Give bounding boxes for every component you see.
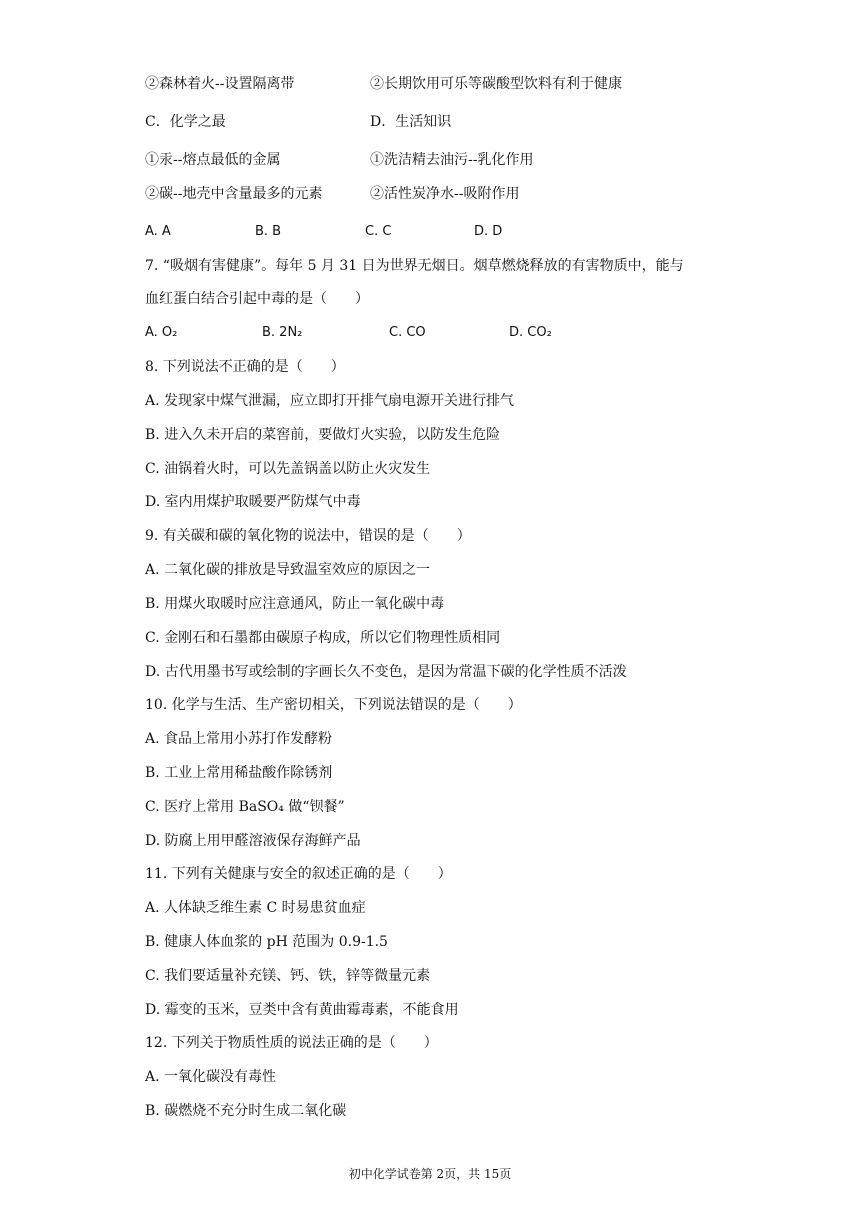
- q6-option-d: D. D: [474, 224, 503, 239]
- q11-option-b: B. 健康人体血浆的 pH 范围为 0.9-1.5: [145, 934, 388, 950]
- q11-option-c: C. 我们要适量补充镁、钙、铁，锌等微量元素: [145, 968, 431, 984]
- q7-stem-line1: 7. “吸烟有害健康”。每年 5 月 31 日为世界无烟日。烟草燃烧释放的有害物质中，能与: [145, 258, 684, 274]
- q10-option-c: C. 医疗上常用 BaSO₄ 做“钡餐”: [145, 799, 345, 815]
- q9-option-a: A. 二氧化碳的排放是导致温室效应的原因之一: [145, 562, 431, 578]
- q8-option-b: B. 进入久未开启的菜窖前，要做灯火实验，以防发生危险: [145, 427, 501, 443]
- q6-option-b: B. B: [255, 224, 282, 239]
- q7-option-c: C. CO: [389, 325, 426, 340]
- q8-option-a: A. 发现家中煤气泄漏，应立即打开排气扇电源开关进行排气: [145, 393, 515, 409]
- q6-section-d-title: D．生活知识: [370, 114, 452, 130]
- q10-stem: 10. 化学与生活、生产密切相关，下列说法错误的是（ ）: [145, 697, 522, 713]
- q6-row-b-item2-right: ②长期饮用可乐等碳酸型饮料有利于健康: [370, 76, 622, 92]
- page-footer: 初中化学试卷第 2页，共 15页: [348, 1167, 512, 1181]
- q11-option-a: A. 人体缺乏维生素 C 时易患贫血症: [145, 900, 366, 916]
- q6-option-c: C. C: [365, 224, 392, 239]
- q9-option-c: C. 金刚石和石墨都由碳原子构成，所以它们物理性质相同: [145, 630, 501, 646]
- q6-section-c-item2: ②碳--地壳中含量最多的元素: [145, 186, 323, 202]
- q6-section-c-title: C．化学之最: [145, 114, 226, 130]
- q12-option-a: A. 一氧化碳没有毒性: [145, 1069, 277, 1085]
- q6-section-c-item1: ①汞--熔点最低的金属: [145, 152, 281, 168]
- q9-stem: 9. 有关碳和碳的氧化物的说法中，错误的是（ ）: [145, 528, 471, 544]
- q6-section-d-item1: ①洗洁精去油污--乳化作用: [370, 152, 534, 168]
- q6-option-a: A. A: [145, 224, 171, 239]
- q10-option-a: A. 食品上常用小苏打作发酵粉: [145, 731, 333, 747]
- q11-option-d: D. 霉变的玉米，豆类中含有黄曲霉毒素，不能食用: [145, 1002, 459, 1018]
- q8-stem: 8. 下列说法不正确的是（ ）: [145, 359, 345, 375]
- q10-option-b: B. 工业上常用稀盐酸作除锈剂: [145, 765, 333, 781]
- q7-stem-line2: 血红蛋白结合引起中毒的是（ ）: [145, 291, 369, 307]
- q8-option-c: C. 油锅着火时，可以先盖锅盖以防止火灾发生: [145, 461, 431, 477]
- q10-option-d: D. 防腐上用甲醛溶液保存海鲜产品: [145, 833, 361, 849]
- q8-option-d: D. 室内用煤护取暖要严防煤气中毒: [145, 494, 361, 510]
- q9-option-d: D. 古代用墨书写或绘制的字画长久不变色，是因为常温下碳的化学性质不活泼: [145, 664, 627, 680]
- q6-section-d-item2: ②活性炭净水--吸附作用: [370, 186, 520, 202]
- q7-option-b: B. 2N₂: [262, 325, 303, 340]
- q7-option-a: A. O₂: [145, 325, 178, 340]
- q12-option-b: B. 碳燃烧不充分时生成二氧化碳: [145, 1103, 347, 1119]
- q9-option-b: B. 用煤火取暖时应注意通风，防止一氧化碳中毒: [145, 596, 445, 612]
- q7-option-d: D. CO₂: [509, 325, 552, 340]
- q6-row-b-item2: ②森林着火--设置隔离带: [145, 76, 295, 92]
- q11-stem: 11. 下列有关健康与安全的叙述正确的是（ ）: [145, 866, 452, 882]
- q12-stem: 12. 下列关于物质性质的说法正确的是（ ）: [145, 1035, 438, 1051]
